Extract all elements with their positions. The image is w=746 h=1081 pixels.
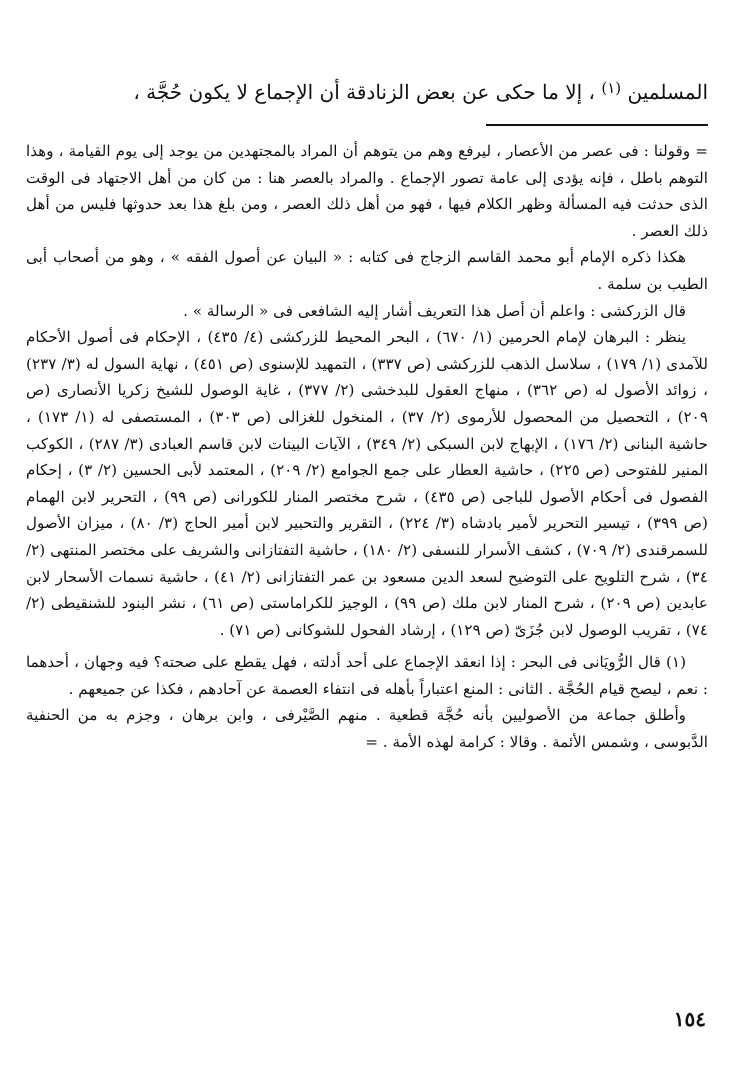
main-text-line <box>28 68 708 112</box>
footnote-paragraph-zajjaj: هكذا ذكره الإمام أبو محمد القاسم الزجاج فى كتابه : « البيان عن أصول الفقه » ، وهو من أصحاب أبى الطيب بن سلمة . <box>26 248 708 293</box>
footnote-1-continuation: وأطلق جماعة من الأصوليين بأنه حُجَّة قطعية . منهم الصَّيْرفى ، وابن برهان ، وجزم به من الحنفية الدَّبوسى ، وشمس الأئمة . وقالا : كرامة لهذه الأمة . = <box>26 706 708 752</box>
footnotes-block <box>26 138 708 756</box>
footnote-paragraph-references: ينظر : البرهان لإمام الحرمين (١/ ٦٧٠) ، البحر المحيط للزركشى (٤/ ٤٣٥) ، الإحكام فى أصول الأحكام للآمدى (١/ ١٧٩) ، سلاسل الذهب للزركشى (ص ٣٣٧) ، التمهيد للإسنوى (ص ٤٥١) ، نهاية السول له (٣/ ٢٣٧) ، زوائد الأصول له (ص ٣٦٢) ، منهاج العقول للبدخشى (٢/ ٣٧٧) ، غاية الوصول للشيخ زكريا الأنصارى (ص ٢٠٩) ، التحصيل من المحصول للأرموى (٢/ ٣٧) ، المنخول للغزالى (ص ٣٠٣) ، المستصفى له (١/ ١٧٣) ، حاشية البنانى (٢/ ١٧٦) ، الإبهاج لابن السبكى (٢/ ٣٤٩) ، الآيات البينات لابن قاسم العبادى (٣/ ٢٨٧) ، الكوكب المنير للفتوحى (ص ٢٢٥) ، حاشية العطار على جمع الجوامع (٢/ ٢٠٩) ، المعتمد لأبى الحسين (٢/ ٣) ، إحكام الفصول فى أحكام الأصول للباجى (ص ٤٣٥) ، شرح مختصر المنار للكورانى (ص ٩٩) ، التحرير لابن الهمام (ص ٣٩٩) ، تيسير التحرير لأمير بادشاه (٣/ ٢٢٤) ، التقرير والتحبير لابن أمير الحاج (٣/ ٨٠) ، ميزان الأصول للسمرقندى (٢/ ٧٠٩) ، كشف الأسرار للنسفى (٢/ ١٨٠) ، حاشية التفتازانى والشريف على مختصر المنتهى (٢/ ٣٤) ، شرح التلويح على التوضيح لسعد الدين مسعود بن عمر التفتازانى (٢/ ٤١) ، حاشية نسمات الأسحار لابن عابدين (ص ٢٠٩) ، شرح المنار لابن ملك (ص ٩٩) ، الوجيز للكراماستى (ص ٦١) ، نشر البنود للشنقيطى (٢/ ٧٤) ، تقريب الوصول لابن جُزَىّ (ص ١٢٩) ، إرشاد الفحول للشوكانى (ص ٧١) . <box>26 328 709 639</box>
main-text-start: المسلمين <box>627 80 708 104</box>
footnote-1-paragraph: (١) قال الرُّويَانى فى البحر : إذا انعقد الإجماع على أحد أدلته ، فهل يقطع على صحته؟ فيه وجهان ، أحدهما : نعم ، ليصح قيام الحُجَّة . الثانى : المنع اعتباراً بأهله فى انتفاء العصمة عن آحادهم ، فكذا عن جميعهم . <box>26 653 708 698</box>
page-number: ١٥٤ <box>673 1007 706 1031</box>
footnote-paragraph-continuation: = وقولنا : فى عصر من الأعصار ، ليرفع وهم من يتوهم أن المراد بالمجتهدين من يوجد إلى يوم القيامة ، وهذا التوهم باطل ، فإنه يؤدى إلى عامة تصور الإجماع . والمراد بالعصر هنا : من كان من أهل الاجتهاد فى الوقت الذى حدثت فيه المسألة وظهر الكلام فيها ، فهو من أهل ذلك العصر ، ومن بلغ هذا بعد حدوثها فليس من أهل ذلك العصر . <box>26 142 708 240</box>
footnote-paragraph-zarkashi: قال الزركشى : واعلم أن أصل هذا التعريف أشار إليه الشافعى فى « الرسالة » . <box>183 301 686 320</box>
footnote-separator-rule <box>486 124 708 126</box>
footnote-reference-marker: (١) <box>601 79 622 97</box>
main-text-end: ، إلا ما حكى عن بعض الزنادقة أن الإجماع لا يكون حُجَّة ، <box>133 80 595 104</box>
